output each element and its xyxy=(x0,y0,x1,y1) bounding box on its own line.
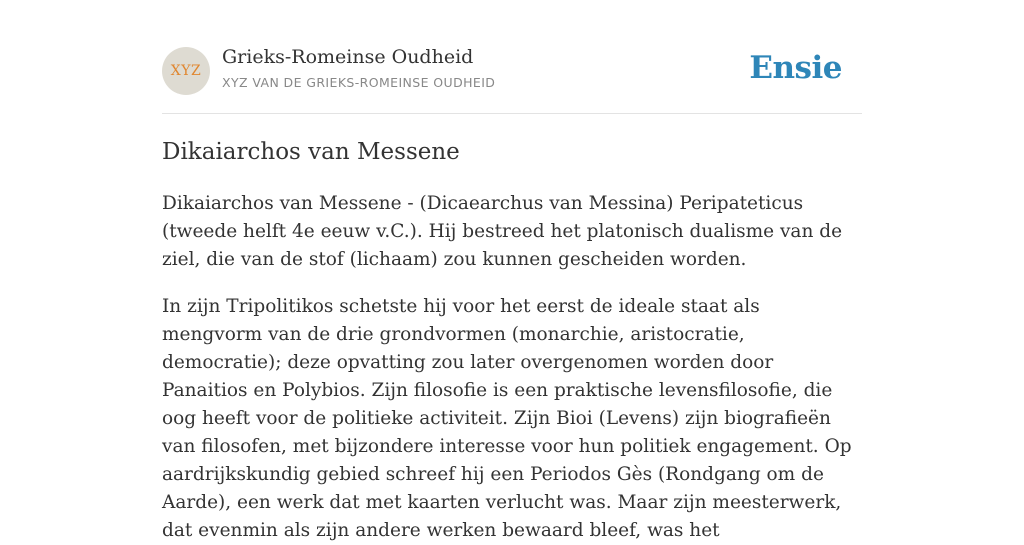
page-container xyxy=(162,0,862,541)
publication-subtitle: XYZ VAN DE GRIEKS-ROMEINSE OUDHEID xyxy=(222,75,496,90)
article-paragraph: Dikaiarchos van Messene - (Dicaearchus van Messina) Peripateticus (tweede helft 4e eeuw v.C.). Hij bestreed het platonisch dualisme van de ziel, die van de stof (lichaam) zou kunnen gescheiden worden. xyxy=(162,193,843,270)
publication-title[interactable]: Grieks-Romeinse Oudheid xyxy=(222,46,474,68)
article-title: Dikaiarchos van Messene xyxy=(162,139,460,165)
avatar-initials: XYZ xyxy=(170,63,202,79)
ensie-logo-link[interactable]: Ensie xyxy=(749,50,842,86)
publication-avatar[interactable] xyxy=(162,47,210,95)
publication-header xyxy=(162,0,862,114)
article-paragraph: In zijn Tripolitikos schetste hij voor het eerst de ideale staat als mengvorm van de drie grondvormen (monarchie, aristocratie, democratie); deze opvatting zou later overgenomen worden door Panaitios en Polybios. Zijn filosofie is een praktische levensfilosofie, die oog heeft voor de politieke activiteit. Zijn Bioi (Levens) zijn biografieën van filosofen, met bijzondere interesse voor hun politiek engagement. Op aardrijkskundig gebied schreef hij een Periodos Gès (Rondgang om de Aarde), een werk dat met kaarten verlucht was. Maar zijn meesterwerk, dat evenmin als zijn andere werken bewaard bleef, was het xyxy=(162,296,852,541)
